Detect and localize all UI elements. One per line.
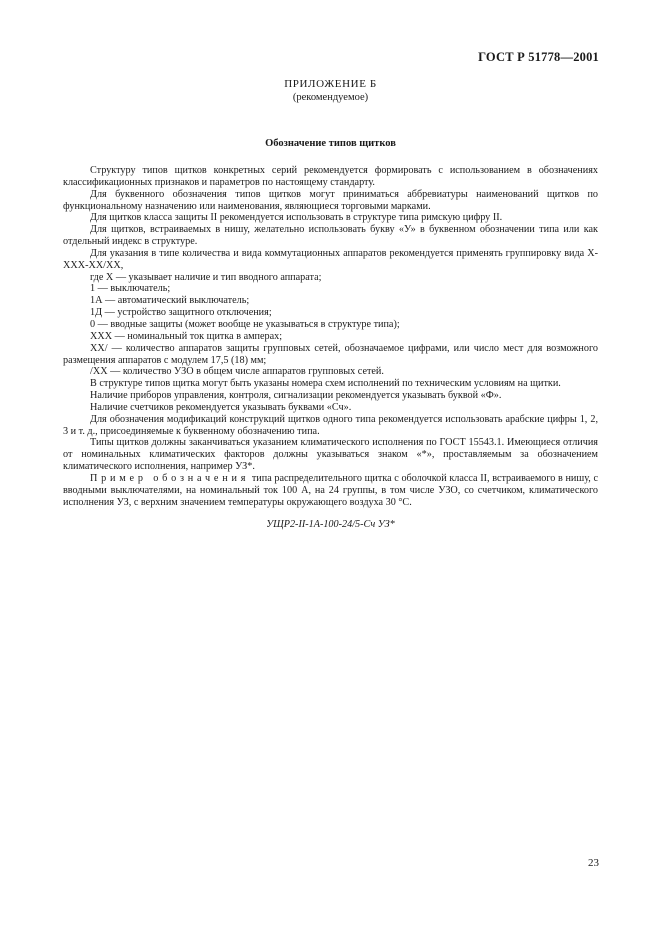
paragraph: Для указания в типе количества и вида коммутационных аппаратов рекомендуется применять группировку вида Х-ХХХ-ХХ/ХХ,: [63, 247, 598, 271]
paragraph: Для обозначения модификаций конструкций щитков одного типа рекомендуется использовать арабские цифры 1, 2, 3 и т. д., присоединяемые к буквенному обозначению типа.: [63, 413, 598, 437]
paragraph: Типы щитков должны заканчиваться указанием климатического исполнения по ГОСТ 15543.1. Имеющиеся отличия от номинальных климатических факторов должны указываться знаком «*», проставляемым за обозначением климатического исполнения, например УЗ*.: [63, 437, 598, 473]
paragraph: Наличие приборов управления, контроля, сигнализации рекомендуется указывать буквой «Ф».: [90, 390, 502, 402]
list-item: где Х — указывает наличие и тип вводного аппарата;: [90, 271, 322, 283]
list-item: 1А — автоматический выключатель;: [90, 295, 250, 307]
example-designation: УЩР2-II-1А-100-24/5-Сч УЗ*: [266, 519, 395, 531]
appendix-title: ПРИЛОЖЕНИЕ Б: [284, 78, 377, 90]
list-item: 1 — выключатель;: [90, 283, 171, 295]
body-text: [63, 165, 598, 531]
list-item: ХХ/ — количество аппаратов защиты групповых сетей, обозначаемое цифрами, или число мест для возможного размещения аппаратов с модулем 17,5 (18) мм;: [63, 342, 598, 366]
page-number: 23: [588, 857, 599, 869]
paragraph: Структуру типов щитков конкретных серий рекомендуется формировать с использованием в обозначениях классификационных признаков и параметров по настоящему стандарту.: [63, 165, 598, 188]
appendix-subtitle: (рекомендуемое): [292, 92, 369, 103]
example-text: типа распределительного щитка с оболочкой класса II, встраиваемого в нишу, с вводными выключателями, на номинальный ток 100 А, на 24 группы, в том числе УЗО, со счетчиком, климатического исполнения УЗ, с верхним значением температуры окружающего воздуха 30 °С.: [63, 472, 598, 508]
list-item: ХХХ — номинальный ток щитка в амперах;: [90, 330, 283, 342]
example-paragraph: [63, 473, 598, 509]
paragraph: Для щитков, встраиваемых в нишу, желательно использовать букву «У» в буквенном обозначении типа или как отдельный индекс в структуре.: [63, 224, 598, 248]
list-item: /ХХ — количество УЗО в общем числе аппаратов групповых сетей.: [90, 366, 384, 378]
section-title: Обозначение типов щитков: [265, 138, 396, 149]
standard-code: ГОСТ Р 51778—2001: [478, 50, 599, 64]
list-item: 0 — вводные защиты (может вообще не указываться в структуре типа);: [90, 318, 400, 330]
paragraph: В структуре типов щитка могут быть указаны номера схем исполнений по техническим условиям на щитки.: [90, 378, 561, 390]
paragraph: Для буквенного обозначения типов щитков могут приниматься аббревиатуры наименований щитков по функциональному назначению или наименования, являющиеся торговыми марками.: [63, 188, 598, 212]
list-item: 1Д — устройство защитного отключения;: [90, 307, 272, 319]
paragraph: Для щитков класса защиты II рекомендуется использовать в структуре типа римскую цифру II.: [90, 212, 503, 224]
paragraph: Наличие счетчиков рекомендуется указывать буквами «Сч».: [90, 401, 352, 413]
example-label: Пример обозначения: [90, 472, 250, 484]
